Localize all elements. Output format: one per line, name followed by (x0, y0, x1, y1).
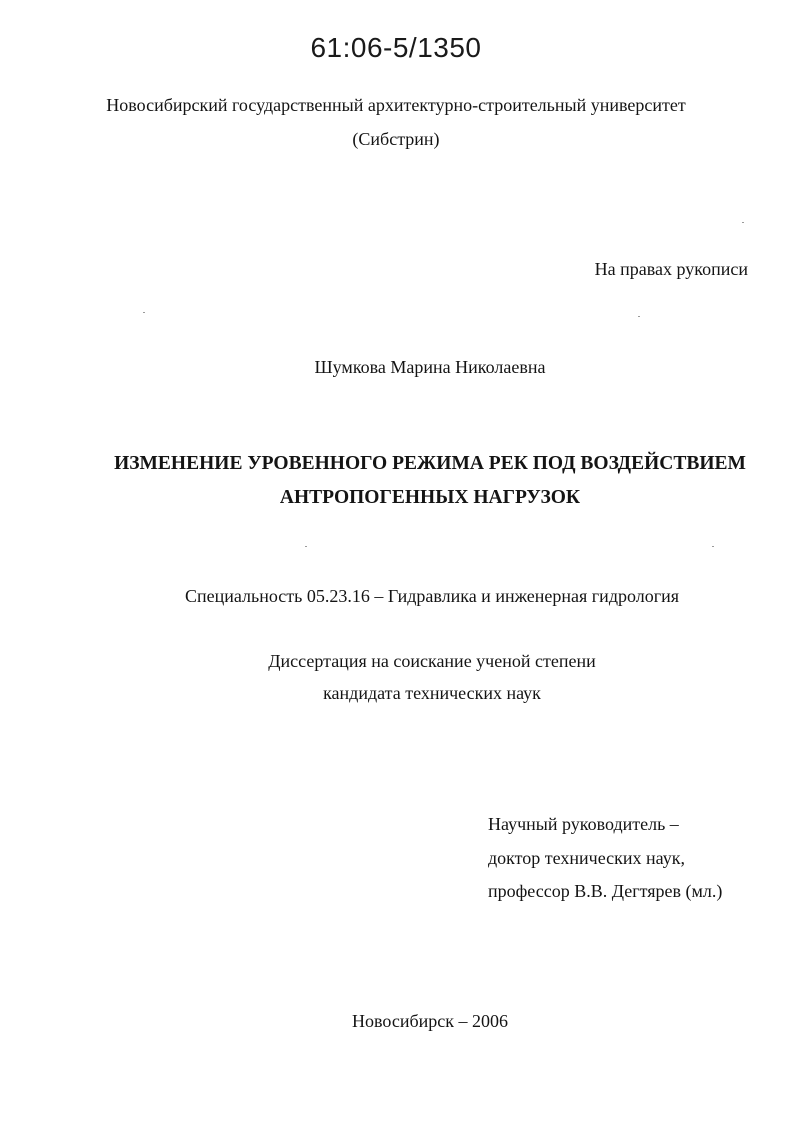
university-name: Новосибирский государственный архитектурно-строительный университет (106, 95, 686, 115)
scan-speck (742, 222, 744, 223)
supervisor-line-2: доктор технических наук, (488, 848, 685, 868)
thesis-title-line-1: ИЗМЕНЕНИЕ УРОВЕННОГО РЕЖИМА РЕК ПОД ВОЗДЕЙСТВИЕМ (114, 453, 746, 474)
supervisor-line-1: Научный руководитель – (488, 814, 679, 834)
degree-line-2: кандидата технических наук (323, 683, 541, 703)
place-and-year: Новосибирск – 2006 (352, 1011, 508, 1031)
scan-speck (143, 312, 145, 313)
thesis-title-line-2: АНТРОПОГЕННЫХ НАГРУЗОК (279, 487, 581, 508)
catalog-number: 61:06-5/1350 (310, 32, 482, 63)
degree-line-1: Диссертация на соискание ученой степени (268, 651, 596, 671)
scan-speck (638, 316, 640, 317)
supervisor-line-3: профессор В.В. Дегтярев (мл.) (488, 881, 723, 901)
scan-speck (712, 546, 714, 547)
university-short-name: (Сибстрин) (352, 129, 440, 149)
author-name: Шумкова Марина Николаевна (314, 357, 546, 377)
scan-speck (305, 546, 307, 547)
specialty: Специальность 05.23.16 – Гидравлика и инженерная гидрология (184, 586, 680, 606)
manuscript-note: На правах рукописи (594, 259, 748, 279)
